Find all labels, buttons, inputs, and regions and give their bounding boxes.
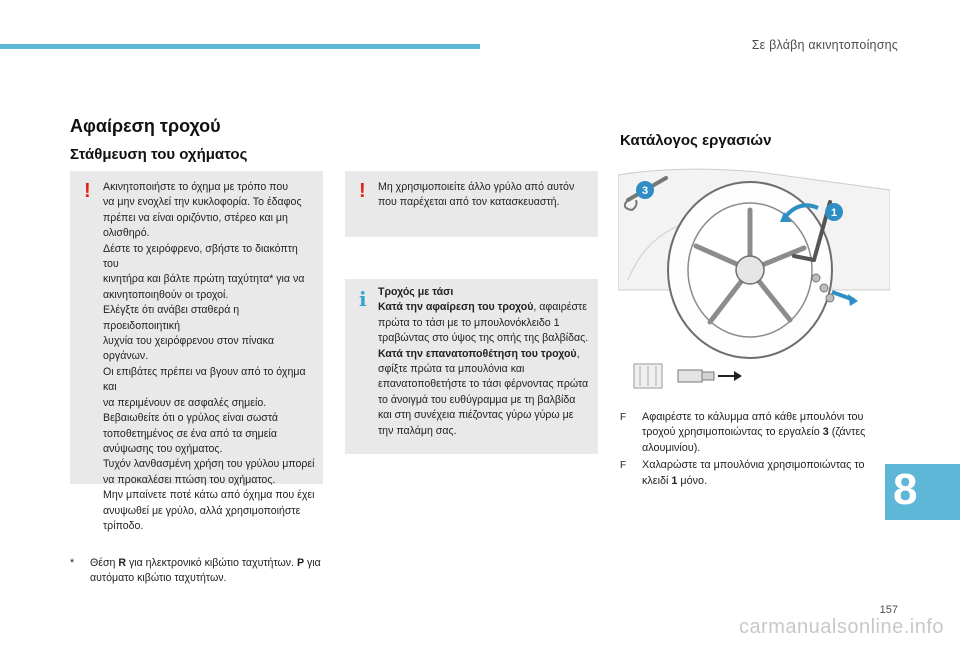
footnote	[70, 556, 330, 585]
warning-icon: !	[84, 180, 91, 202]
warning-text-line: ακινητοποιηθούν οι τροχοί.	[103, 288, 229, 301]
top-accent-bar	[0, 44, 480, 49]
warning-box-parking	[70, 171, 323, 532]
task-bullet: F	[620, 412, 627, 423]
task-bullet: F	[620, 460, 627, 472]
task-list	[620, 410, 890, 491]
figure-label-1: 1	[830, 207, 838, 219]
page-title: Αφαίρεση τροχού	[70, 116, 221, 136]
section-title-parking: Στάθμευση του οχήματος	[70, 146, 248, 163]
warning-text-line: να προκαλέσει πτώση του οχήματος.	[103, 473, 276, 486]
warning-text-line: τοποθετημένος σε ένα από τα σημεία	[103, 427, 277, 440]
info-text-removal: , αφαιρέστε πρώτα το τάσι με το μπουλονόκλειδο 1 τραβώντας στο ύψος της οπής της βαλβίδας.	[378, 301, 589, 345]
warning-text-line: λυχνία του χειρόφρενου στον πίνακα οργάνων.	[103, 335, 274, 363]
warning-text-line: ανύψωσης του οχήματος.	[103, 442, 223, 455]
chapter-header: Σε βλάβη ακινητοποίησης	[751, 38, 898, 52]
warning-box-jack	[345, 171, 598, 237]
warning-text-line: κινητήρα και βάλτε πρώτη ταχύτητα* για να	[103, 273, 305, 286]
task-item-remove-caps: F Αφαιρέστε το κάλυμμα από κάθε μπουλόνι του τροχού χρησιμοποιώντας το εργαλείο 3 (ζάντες αλουμινίου).	[620, 411, 866, 454]
warning-text-line: που παρέχεται από τον κατασκευαστή.	[378, 196, 560, 209]
page-number: 157	[879, 604, 898, 616]
info-box-wheel-trim	[345, 279, 598, 454]
info-bold-refit: Κατά την επανατοποθέτηση του τροχού	[378, 347, 577, 360]
bolt-cap-tool-illustration	[630, 360, 750, 392]
info-heading: Τροχός με τάσι	[378, 286, 454, 298]
warning-text-line: τρίποδο.	[103, 519, 144, 532]
figure-label-3: 3	[641, 185, 649, 197]
warning-text-line: ανυψωθεί με γρύλο, αλλά χρησιμοποιήστε	[103, 504, 301, 517]
wheel-removal-illustration	[618, 160, 890, 360]
warning-text-line: να μην ενοχλεί την κυκλοφορία. Το έδαφος	[103, 196, 302, 209]
footnote-text: Θέση R για ηλεκτρονικό κιβώτιο ταχυτήτων. P για αυτόματο κιβώτιο ταχυτήτων.	[90, 557, 321, 584]
info-paragraph-refit	[378, 347, 590, 439]
warning-text-line: πρέπει να είναι οριζόντιο, στέρεο και μη	[103, 211, 288, 224]
warning-text-line: Ελέγξτε ότι ανάβει σταθερά η προειδοποιητική	[103, 304, 240, 332]
watermark: carmanualsonline.info	[738, 616, 944, 638]
info-paragraph-removal	[378, 300, 590, 346]
task-item-loosen-bolts: F Χαλαρώστε τα μπουλόνια χρησιμοποιώντας το κλειδί 1 μόνο.	[620, 459, 865, 487]
warning-text-line: Τυχόν λανθασμένη χρήση του γρύλου μπορεί	[103, 458, 315, 471]
warning-text-line: να περιμένουν σε ασφαλές σημείο.	[103, 396, 267, 409]
warning-text-line: Δέστε το χειρόφρενο, σβήστε το διακόπτη του	[103, 242, 298, 271]
info-icon: i	[359, 287, 367, 311]
section-title-tasks: Κατάλογος εργασιών	[620, 132, 772, 149]
info-bold-removal: Κατά την αφαίρεση του τροχού	[378, 301, 534, 314]
footnote-marker: *	[70, 557, 75, 569]
warning-text-line: Μην μπαίνετε ποτέ κάτω από όχημα που έχει	[103, 489, 315, 502]
warning-text-line: ολισθηρό.	[103, 227, 150, 240]
info-text-refit: , σφίξτε πρώτα τα μπουλόνια και επανατοποθετήστε το τάσι φέρνοντας πρώτα το άνοιγμά του ευθύγραμμα με τη βαλβίδα και στη συνέχεια πιέζοντας γύρω γύρω με την παλάμη σας.	[378, 347, 589, 437]
warning-icon: !	[359, 180, 366, 202]
warning-text-line: Ακινητοποιήστε το όχημα με τρόπο που	[103, 181, 289, 193]
warning-text-line: Οι επιβάτες πρέπει να βγουν από το όχημα και	[103, 365, 306, 394]
warning-text-line: Βεβαιωθείτε ότι ο γρύλος είναι σωστά	[103, 412, 279, 425]
chapter-number: 8	[893, 465, 918, 514]
warning-text-line: Μη χρησιμοποιείτε άλλο γρύλο από αυτόν	[378, 181, 575, 193]
